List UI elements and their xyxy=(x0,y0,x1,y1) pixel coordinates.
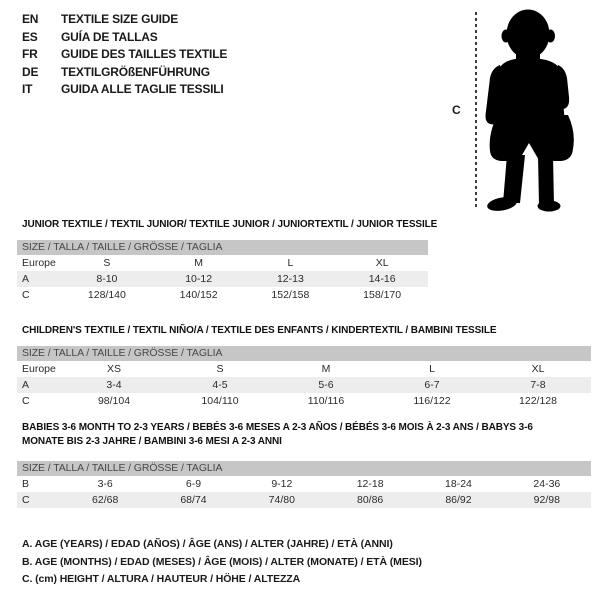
language-row xyxy=(22,29,227,47)
size-table xyxy=(17,240,428,303)
table-row xyxy=(17,255,428,271)
size-cell: 5-6 xyxy=(318,379,334,391)
size-header-bar: SIZE / TALLA / TAILLE / GRÖSSE / TAGLIA xyxy=(17,346,591,361)
language-code: ES xyxy=(22,29,38,44)
table-row xyxy=(17,377,591,393)
language-title: GUIDA ALLE TAGLIE TESSILI xyxy=(61,82,224,97)
table-row xyxy=(17,271,428,287)
size-table xyxy=(17,461,591,508)
size-cell: 3-6 xyxy=(97,478,113,490)
size-cell: 6-9 xyxy=(185,478,202,490)
size-cell: 104/110 xyxy=(201,395,239,407)
size-cell: 140/152 xyxy=(179,289,218,301)
size-cell: 152/158 xyxy=(271,289,310,301)
size-cell: S xyxy=(216,363,224,375)
language-code: DE xyxy=(22,64,39,79)
language-title-list xyxy=(22,11,227,99)
language-title: TEXTILGRÖßENFÜHRUNG xyxy=(61,64,210,79)
row-label: C xyxy=(22,289,30,301)
size-cell: S xyxy=(103,257,111,269)
size-cell: 68/74 xyxy=(180,494,207,506)
size-cell: XL xyxy=(375,257,389,269)
language-code: EN xyxy=(22,12,39,26)
size-cell: 92/98 xyxy=(533,494,560,506)
size-cell: 122/128 xyxy=(519,395,557,407)
language-row xyxy=(22,64,227,82)
height-measure-dashed-line xyxy=(475,12,477,208)
size-cell: 4-5 xyxy=(212,379,228,391)
size-header-bar: SIZE / TALLA / TAILLE / GRÖSSE / TAGLIA xyxy=(17,461,591,476)
table-title: BABIES 3-6 MONTH TO 2-3 YEARS / BEBÉS 3-6 MESES A 2-3 AÑOS / BÉBÉS 3-6 MOIS À 2-3 ANS / BABYS 3-6 MONATE BIS 2-3 JAHRE / BAMBINI 3-6 MESI A 2-3 ANNI xyxy=(22,422,533,447)
row-label: C xyxy=(22,395,30,407)
language-code: FR xyxy=(22,47,38,62)
size-cell: 158/170 xyxy=(363,289,402,301)
language-title: GUÍA DE TALLAS xyxy=(61,29,158,44)
size-cell: 128/140 xyxy=(87,289,126,301)
table-row xyxy=(17,361,591,377)
baby-silhouette-icon xyxy=(483,5,600,215)
size-cell: 12-18 xyxy=(356,478,384,490)
size-cell: 86/92 xyxy=(445,494,472,506)
size-cell: L xyxy=(287,257,294,269)
language-row xyxy=(22,81,227,99)
table-row xyxy=(17,393,591,409)
childrens-textile-table xyxy=(17,325,591,409)
language-code: IT xyxy=(22,82,33,97)
table-title: CHILDREN'S TEXTILE / TEXTIL NIÑO/A / TEXTILE DES ENFANTS / KINDERTEXTIL / BAMBINI TESSILE xyxy=(22,325,497,336)
language-row xyxy=(22,11,227,29)
size-cell: 80/86 xyxy=(357,494,384,506)
language-row xyxy=(22,46,227,64)
height-measure-label: C xyxy=(452,103,461,117)
size-header-bar: SIZE / TALLA / TAILLE / GRÖSSE / TAGLIA xyxy=(17,240,428,255)
row-label: A xyxy=(22,273,30,285)
size-cell: XL xyxy=(531,363,545,375)
table-row xyxy=(17,476,591,492)
size-cell: 10-12 xyxy=(185,273,213,285)
row-label: Europe xyxy=(22,257,56,269)
footnote-line: C. (cm) HEIGHT / ALTURA / HAUTEUR / HÖHE / ALTEZZA xyxy=(22,573,301,585)
size-cell: 98/104 xyxy=(97,395,131,407)
language-title: GUIDE DES TAILLES TEXTILE xyxy=(61,47,228,62)
babies-textile-table xyxy=(17,421,591,508)
table-row xyxy=(17,287,428,303)
size-table xyxy=(17,346,591,409)
size-cell: 12-13 xyxy=(276,273,304,285)
junior-textile-table xyxy=(17,219,438,303)
size-cell: 9-12 xyxy=(271,478,293,490)
row-label: B xyxy=(22,478,30,490)
size-cell: 3-4 xyxy=(106,379,122,391)
table-title: JUNIOR TEXTILE / TEXTIL JUNIOR/ TEXTILE JUNIOR / JUNIORTEXTIL / JUNIOR TESSILE xyxy=(22,219,438,230)
size-cell: 62/68 xyxy=(92,494,119,506)
row-label: A xyxy=(22,379,30,391)
size-cell: XS xyxy=(106,363,121,375)
size-cell: 110/116 xyxy=(307,395,345,407)
footnote-line: B. AGE (MONTHS) / EDAD (MESES) / ÂGE (MOIS) / ALTER (MONATE) / ETÀ (MESI) xyxy=(22,555,422,568)
size-cell: 6-7 xyxy=(424,379,440,391)
size-cell: 74/80 xyxy=(268,494,295,506)
size-cell: 116/122 xyxy=(413,395,451,407)
language-title: TEXTILE SIZE GUIDE xyxy=(61,12,179,26)
footnotes xyxy=(22,536,422,589)
size-cell: 14-16 xyxy=(368,273,396,285)
footnote-line: A. AGE (YEARS) / EDAD (AÑOS) / ÂGE (ANS) / ALTER (JAHRE) / ETÀ (ANNI) xyxy=(22,538,393,550)
size-cell: M xyxy=(194,257,203,269)
size-cell: 24-36 xyxy=(533,478,561,490)
size-cell: 18-24 xyxy=(445,478,472,490)
table-row xyxy=(17,492,591,508)
size-cell: M xyxy=(321,363,331,375)
row-label: C xyxy=(22,494,30,506)
size-cell: 7-8 xyxy=(530,379,546,391)
row-label: Europe xyxy=(22,363,56,375)
size-cell: 8-10 xyxy=(96,273,118,285)
size-cell: L xyxy=(429,363,435,375)
